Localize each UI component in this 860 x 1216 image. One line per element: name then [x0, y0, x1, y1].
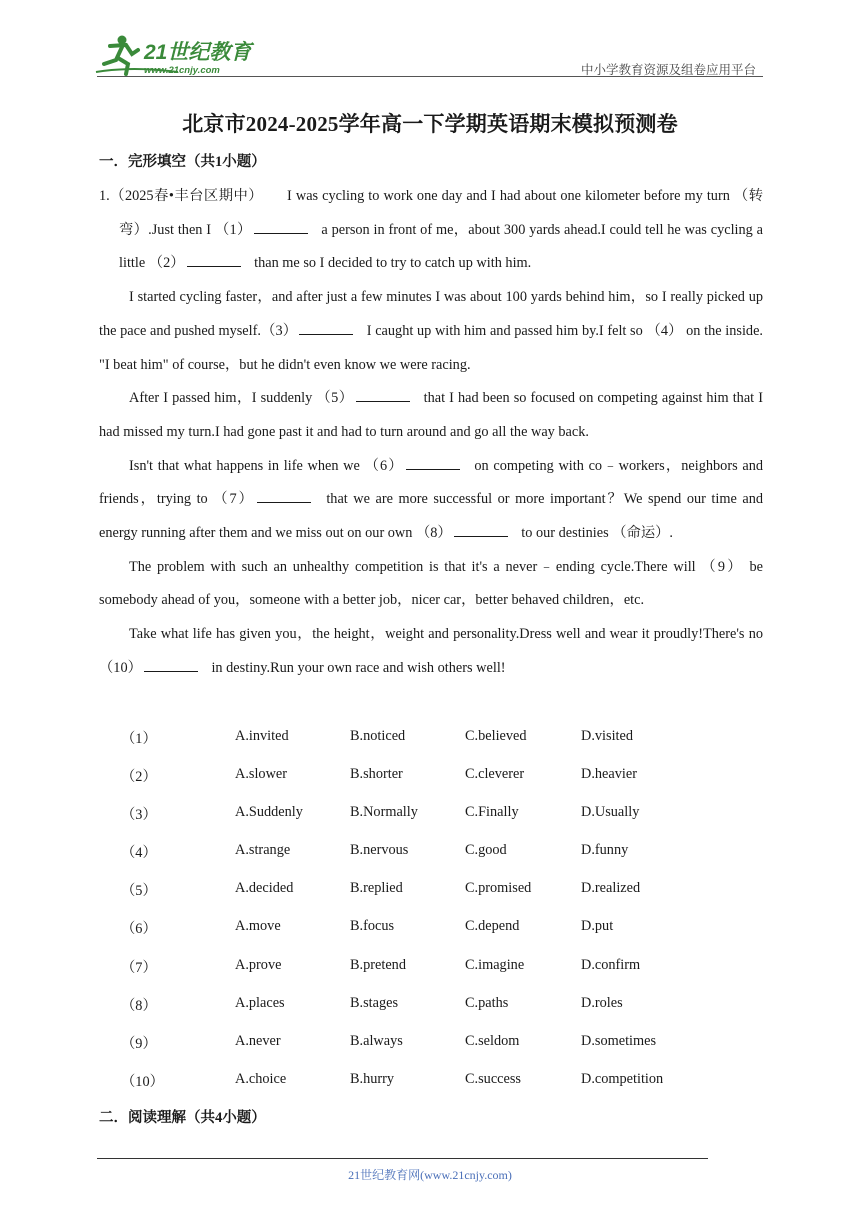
option-row: （3） A.Suddenly B.Normally C.Finally D.Usually	[121, 804, 640, 824]
question-source: 1.（2025春•丰台区期中）	[99, 188, 264, 204]
option-a[interactable]: A.move	[235, 918, 281, 935]
option-a[interactable]: A.decided	[235, 880, 294, 897]
header-divider	[97, 76, 763, 77]
option-c[interactable]: C.cleverer	[465, 766, 525, 783]
option-row: （5） A.decided B.replied C.promised D.realized	[121, 880, 641, 900]
option-b[interactable]: B.replied	[350, 880, 403, 897]
page-title: 北京市2024-2025学年高一下学期英语期末模拟预测卷	[182, 112, 678, 136]
page-header	[0, 0, 860, 80]
option-b[interactable]: B.nervous	[350, 842, 409, 859]
option-c[interactable]: C.imagine	[465, 956, 525, 973]
blank-10[interactable]	[144, 659, 198, 672]
option-b[interactable]: B.noticed	[350, 728, 406, 744]
option-a[interactable]: A.choice	[235, 1070, 287, 1087]
option-c[interactable]: C.seldom	[465, 1032, 520, 1049]
passage-paragraph-5: The problem with such an unhealthy competition is that it's a never﹣ending cycle.There will （9） be somebody ahead of you，someone with a better job，nicer car，better behaved children，etc.	[99, 558, 763, 609]
svg-text:www.21cnjy.com: www.21cnjy.com	[144, 65, 220, 76]
option-d[interactable]: D.heavier	[581, 766, 637, 783]
option-row: （6） A.move B.focus C.depend D.put	[121, 918, 614, 938]
option-c[interactable]: C.success	[465, 1070, 521, 1087]
option-d[interactable]: D.funny	[581, 842, 629, 859]
footer-divider	[97, 1158, 708, 1159]
blank-1[interactable]	[254, 221, 308, 234]
runner-logo-icon	[92, 32, 262, 78]
svg-text:21世纪教育: 21世纪教育	[144, 41, 252, 64]
option-row: （10） A.choice B.hurry C.success D.competition	[121, 1070, 664, 1090]
passage-paragraph-1: 1.（2025春•丰台区期中） I was cycling to work one day and I had about one kilometer before my turn （转弯）.Just then I （1） a person in front of me，about 300 yards ahead.I could tell he was cycling a little （2） than me so I decided to try to catch up with him.	[99, 188, 764, 272]
logo-21cnjy	[92, 32, 262, 78]
option-b[interactable]: B.pretend	[350, 956, 406, 973]
option-c[interactable]: C.depend	[465, 918, 520, 935]
blank-5[interactable]	[356, 389, 410, 402]
option-row: （1） A.invited B.noticed C.believed D.visited	[121, 728, 634, 747]
option-row: （7） A.prove B.pretend C.imagine D.confirm	[121, 956, 641, 976]
option-d[interactable]: D.sometimes	[581, 1032, 657, 1049]
blank-6[interactable]	[406, 457, 460, 470]
option-row: （9） A.never B.always C.seldom D.sometimes	[121, 1032, 657, 1052]
option-b[interactable]: B.hurry	[350, 1070, 395, 1087]
blank-8[interactable]	[454, 524, 508, 537]
option-c[interactable]: C.believed	[465, 728, 527, 744]
option-row: （8） A.places B.stages C.paths D.roles	[121, 994, 623, 1014]
section-heading-reading: 二．阅读理解（共4小题）	[99, 1110, 266, 1126]
option-a[interactable]: A.invited	[235, 728, 289, 744]
option-a[interactable]: A.never	[235, 1032, 281, 1049]
option-c[interactable]: C.paths	[465, 994, 509, 1011]
option-d[interactable]: D.confirm	[581, 956, 641, 973]
option-d[interactable]: D.roles	[581, 994, 623, 1011]
passage-paragraph-3: After I passed him，I suddenly （5） that I had been so focused on competing against him that I had missed my turn.I had gone past it and had to turn around and go all the way back.	[99, 390, 763, 440]
option-c[interactable]: C.good	[465, 842, 507, 859]
option-a[interactable]: A.slower	[235, 766, 288, 783]
passage-paragraph-2: I started cycling faster，and after just a few minutes I was about 100 yards behind him，so I really picked up the pace and pushed myself.（3） I caught up with him and passed him by.I felt so （4） on the inside. "I beat him" of course，but he didn't even know we were racing.	[99, 289, 763, 373]
option-b[interactable]: B.always	[350, 1032, 403, 1049]
blank-7[interactable]	[257, 490, 311, 503]
option-a[interactable]: A.places	[235, 994, 285, 1011]
option-d[interactable]: D.put	[581, 918, 614, 935]
option-a[interactable]: A.Suddenly	[235, 804, 303, 821]
passage-paragraph-6: Take what life has given you，the height，weight and personality.Dress well and wear it proudly!There's no （10） in destiny.Run your own race and wish others well!	[99, 626, 763, 676]
option-c[interactable]: C.promised	[465, 880, 532, 897]
header-platform-label: 中小学教育资源及组卷应用平台	[580, 63, 756, 77]
option-b[interactable]: B.Normally	[350, 804, 418, 821]
blank-3[interactable]	[299, 322, 353, 335]
option-b[interactable]: B.focus	[350, 918, 395, 935]
footer-link[interactable]: 21世纪教育网(www.21cnjy.com)	[348, 1168, 512, 1182]
option-b[interactable]: B.shorter	[350, 766, 403, 783]
passage-paragraph-4: Isn't that what happens in life when we （6） on competing with co﹣workers，neighbors and friends，trying to （7） that we are more successful or more important？We spend our time and energy running after them and we miss out on our own （8） to our destinies （命运）.	[99, 457, 763, 542]
option-b[interactable]: B.stages	[350, 994, 399, 1011]
option-row: （4） A.strange B.nervous C.good D.funny	[121, 842, 629, 862]
option-c[interactable]: C.Finally	[465, 804, 519, 821]
answer-options-table	[99, 720, 763, 1101]
option-d[interactable]: D.visited	[581, 728, 634, 744]
option-d[interactable]: D.competition	[581, 1070, 664, 1087]
blank-2[interactable]	[187, 254, 241, 267]
option-a[interactable]: A.strange	[235, 842, 291, 859]
option-d[interactable]: D.realized	[581, 880, 641, 897]
cloze-passage	[99, 180, 763, 686]
option-d[interactable]: D.Usually	[581, 804, 640, 821]
option-a[interactable]: A.prove	[235, 956, 282, 973]
option-row: （2） A.slower B.shorter C.cleverer D.heavier	[121, 766, 637, 786]
section-heading-cloze: 一．完形填空（共1小题）	[99, 154, 266, 170]
